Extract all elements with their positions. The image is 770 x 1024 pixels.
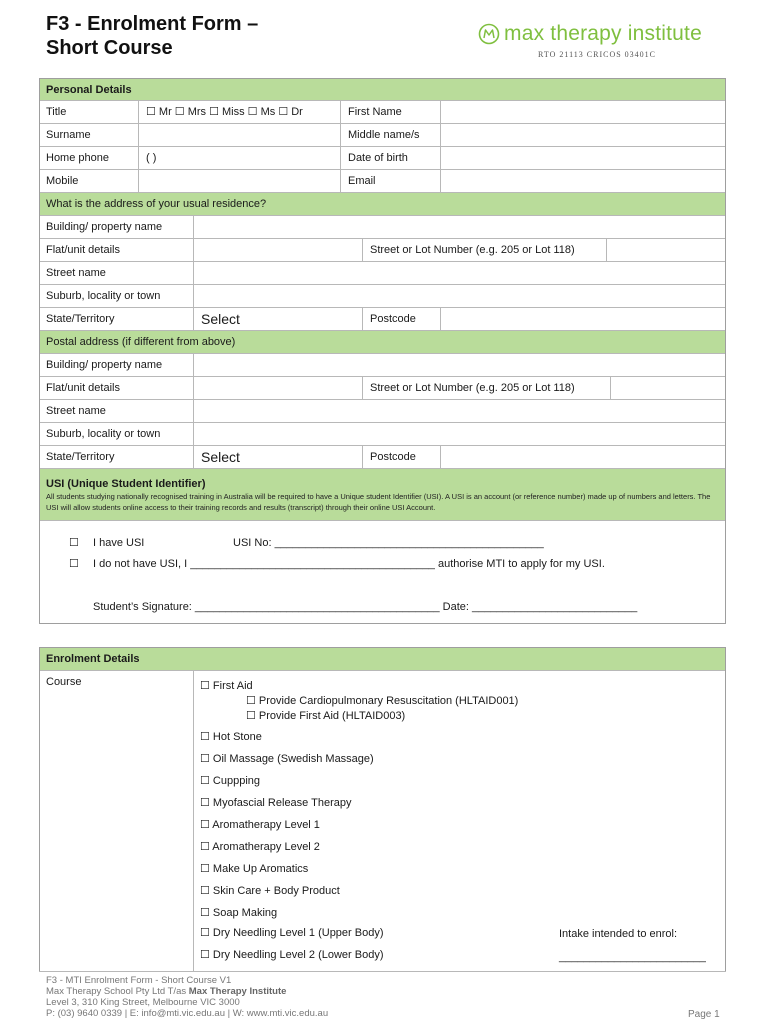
residence-heading-row — [40, 193, 725, 216]
enrolment-details-section — [39, 647, 726, 971]
form-title-line1: F3 - Enrolment Form – — [46, 13, 259, 35]
post-state-row — [40, 446, 725, 469]
course-label: Course — [46, 676, 82, 688]
res-building-field[interactable] — [195, 216, 725, 238]
post-building-label: Building/ property name — [46, 359, 163, 371]
no-usi-checkbox[interactable]: ☐ — [69, 558, 79, 570]
res-street-row — [40, 262, 725, 285]
first-name-label: First Name — [348, 106, 402, 118]
post-postcode-field[interactable] — [442, 446, 725, 468]
intake-label: Intake intended to enrol: — [559, 928, 678, 940]
middle-name-field[interactable] — [442, 124, 725, 146]
footer-contact: P: (03) 9640 0339 | E: info@mti.vic.edu.au | W: www.mti.vic.edu.au — [46, 1008, 329, 1019]
footer-company-prefix: Max Therapy School Pty Ltd T/as — [46, 986, 189, 997]
no-usi-authorise-text[interactable]: I do not have USI, I ________________________________________ authorise MTI to apply for my USI. — [93, 558, 605, 570]
mobile-label: Mobile — [46, 175, 79, 187]
course-oil-massage[interactable]: ☐ Oil Massage (Swedish Massage) — [200, 753, 374, 765]
intake-field[interactable]: ________________________ — [559, 951, 706, 963]
post-state-select[interactable]: Select — [201, 449, 240, 465]
postal-heading: Postal address (if different from above) — [46, 336, 236, 348]
mobile-row — [40, 170, 725, 193]
logo-text: max therapy institute — [504, 22, 702, 45]
email-label: Email — [348, 175, 376, 187]
title-row — [40, 101, 725, 124]
post-flat-label: Flat/unit details — [46, 382, 120, 394]
form-title — [46, 12, 258, 60]
title-label: Title — [46, 106, 67, 118]
post-flat-row — [40, 377, 725, 400]
footer — [46, 975, 328, 1019]
signature-date-line[interactable]: Student’s Signature: ________________________________________ Date: ___________________________ — [93, 601, 638, 613]
personal-details-heading-row — [40, 79, 725, 101]
post-postcode-label: Postcode — [370, 451, 416, 463]
course-aromatherapy-2[interactable]: ☐ Aromatherapy Level 2 — [200, 841, 320, 853]
footer-form-ref: F3 - MTI Enrolment Form - Short Course V1 — [46, 975, 232, 986]
post-building-field[interactable] — [195, 354, 725, 376]
surname-row — [40, 124, 725, 147]
res-street-label: Street name — [46, 267, 106, 279]
course-dry-needling-2[interactable]: ☐ Dry Needling Level 2 (Lower Body) — [200, 949, 384, 961]
course-provide-first-aid[interactable]: ☐ Provide First Aid (HLTAID003) — [246, 710, 406, 722]
mobile-field[interactable] — [140, 170, 340, 192]
course-aromatherapy-1[interactable]: ☐ Aromatherapy Level 1 — [200, 819, 320, 831]
post-street-lot-field[interactable] — [612, 377, 725, 399]
course-myofascial[interactable]: ☐ Myofascial Release Therapy — [200, 797, 352, 809]
course-soap-making[interactable]: ☐ Soap Making — [200, 907, 278, 919]
have-usi-label: I have USI — [93, 537, 145, 549]
course-cupping[interactable]: ☐ Cuppping — [200, 775, 261, 787]
res-suburb-label: Suburb, locality or town — [46, 290, 161, 302]
footer-company-name: Max Therapy Institute — [188, 986, 287, 997]
dob-field[interactable] — [442, 147, 725, 169]
res-suburb-row — [40, 285, 725, 308]
post-street-field[interactable] — [195, 400, 725, 422]
enrolment-heading: Enrolment Details — [46, 653, 140, 665]
footer-address: Level 3, 310 King Street, Melbourne VIC 3000 — [46, 997, 240, 1008]
post-suburb-row — [40, 423, 725, 446]
email-field[interactable] — [442, 170, 725, 192]
res-street-field[interactable] — [195, 262, 725, 284]
post-state-label: State/Territory — [46, 451, 115, 463]
post-street-label: Street name — [46, 405, 106, 417]
post-suburb-field[interactable] — [195, 423, 725, 445]
course-hot-stone[interactable]: ☐ Hot Stone — [200, 731, 262, 743]
post-suburb-label: Suburb, locality or town — [46, 428, 161, 440]
personal-details-section — [39, 78, 726, 624]
logo-mark-icon — [478, 23, 500, 45]
institute-logo — [478, 22, 702, 46]
res-state-label: State/Territory — [46, 313, 115, 325]
surname-label: Surname — [46, 129, 91, 141]
title-options[interactable]: ☐ Mr ☐ Mrs ☐ Miss ☐ Ms ☐ Dr — [146, 106, 303, 118]
res-suburb-field[interactable] — [195, 285, 725, 307]
have-usi-checkbox[interactable]: ☐ — [69, 537, 79, 549]
usi-heading: USI (Unique Student Identifier) — [46, 478, 206, 490]
home-phone-row — [40, 147, 725, 170]
middle-name-label: Middle name/s — [348, 129, 420, 141]
course-first-aid[interactable]: ☐ First Aid — [200, 680, 253, 692]
dob-label: Date of birth — [348, 152, 408, 164]
post-flat-field[interactable] — [195, 377, 362, 399]
page-number: Page 1 — [688, 1009, 720, 1020]
residence-heading: What is the address of your usual residence? — [46, 198, 267, 210]
res-flat-row — [40, 239, 725, 262]
usi-description: All students studying nationally recognised training in Australia will be required to have a Unique student Identifier (USI). A USI is an account (or reference number) made up of numbers and letters. The USI will allow students online access to their training records and results (transcript) through their online USI Account. — [46, 492, 711, 512]
form-title-line2: Short Course — [46, 37, 173, 59]
res-building-label: Building/ property name — [46, 221, 163, 233]
home-phone-label: Home phone — [46, 152, 109, 164]
rto-cricos-code: RTO 21113 CRICOS 03401C — [538, 50, 657, 59]
course-dry-needling-1[interactable]: ☐ Dry Needling Level 1 (Upper Body) — [200, 927, 384, 939]
res-flat-label: Flat/unit details — [46, 244, 120, 256]
postal-heading-row — [40, 331, 725, 354]
footer-company — [46, 986, 328, 997]
surname-field[interactable] — [140, 124, 340, 146]
usi-number-field[interactable]: USI No: ____________________________________________ — [233, 537, 544, 549]
course-make-up-aromatics[interactable]: ☐ Make Up Aromatics — [200, 863, 309, 875]
usi-heading-row — [40, 469, 725, 521]
res-postcode-label: Postcode — [370, 313, 416, 325]
res-state-select[interactable]: Select — [201, 311, 240, 327]
post-building-row — [40, 354, 725, 377]
res-postcode-field[interactable] — [442, 308, 725, 330]
res-flat-field[interactable] — [195, 239, 362, 261]
res-street-lot-field[interactable] — [608, 239, 725, 261]
course-cpr[interactable]: ☐ Provide Cardiopulmonary Resuscitation (HLTAID001) — [246, 695, 519, 707]
course-skin-care[interactable]: ☐ Skin Care + Body Product — [200, 885, 340, 897]
res-street-lot-label: Street or Lot Number (e.g. 205 or Lot 118) — [370, 244, 575, 256]
res-building-row — [40, 216, 725, 239]
post-street-lot-label: Street or Lot Number (e.g. 205 or Lot 118) — [370, 382, 575, 394]
first-name-field[interactable] — [442, 101, 725, 123]
enrolment-heading-row — [40, 648, 725, 671]
post-street-row — [40, 400, 725, 423]
res-state-row — [40, 308, 725, 331]
personal-details-heading: Personal Details — [46, 84, 132, 96]
home-phone-field[interactable]: ( ) — [146, 152, 157, 164]
